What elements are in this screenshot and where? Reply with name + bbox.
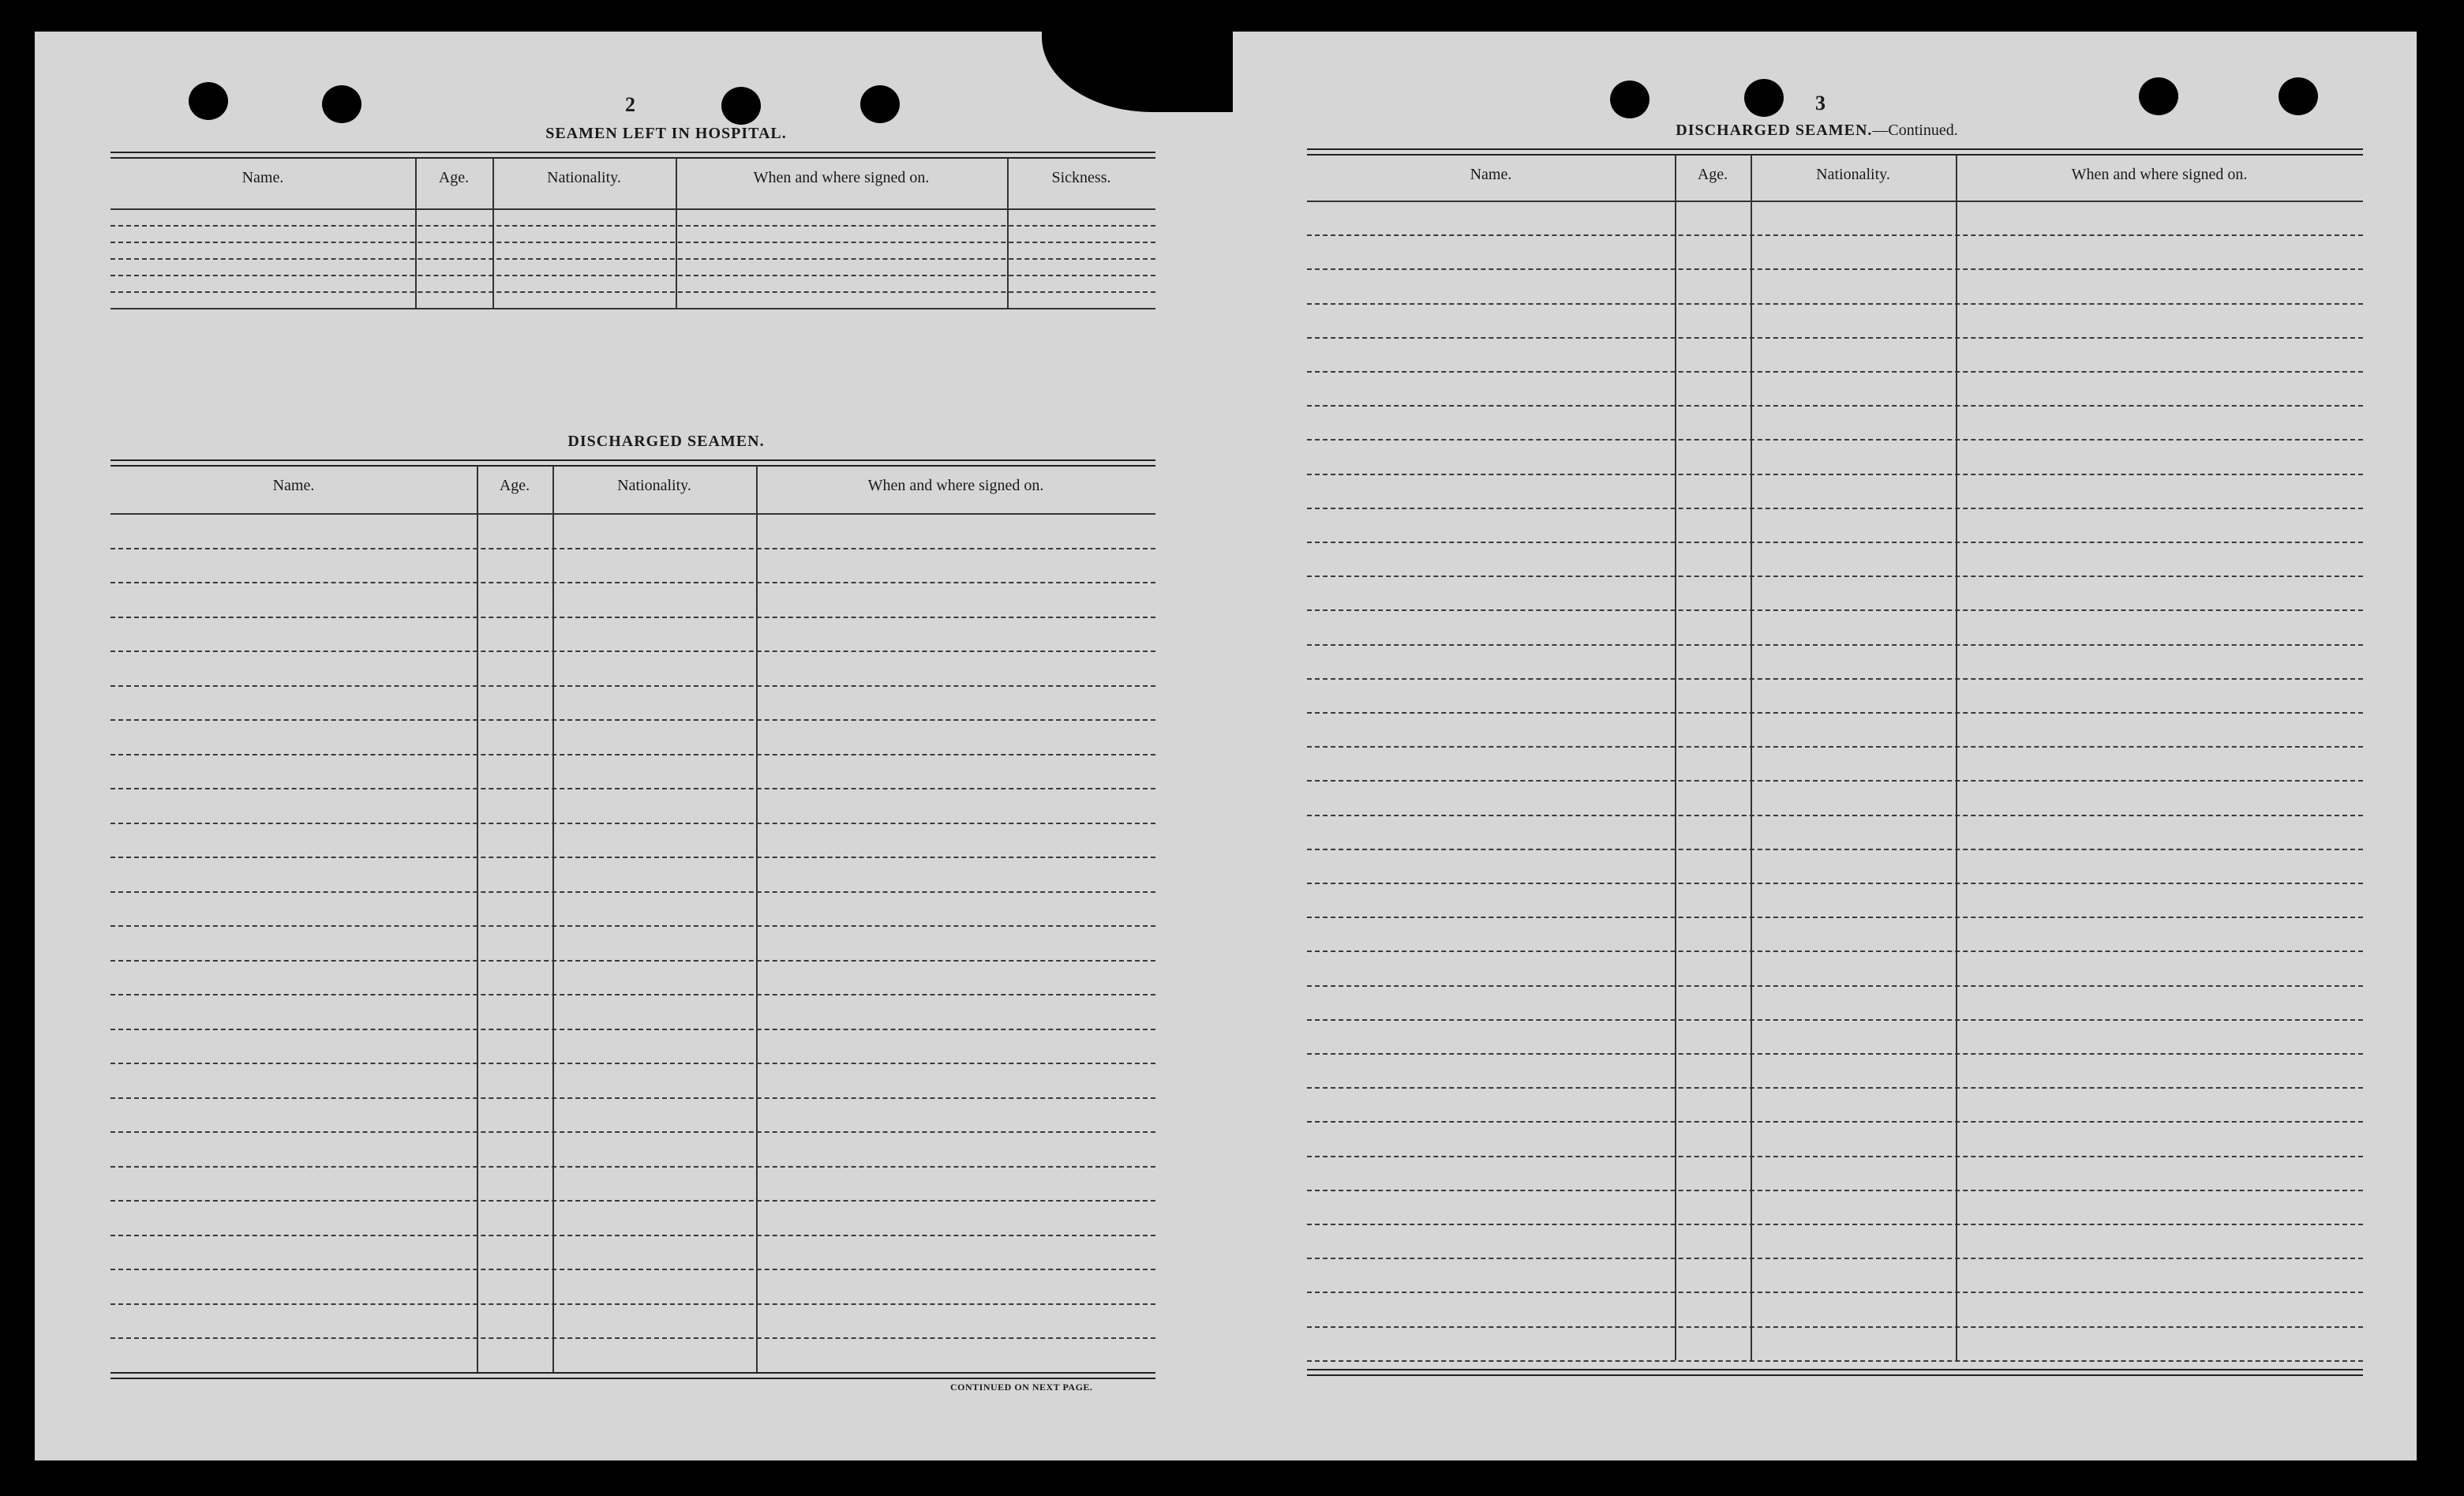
ruled-row (1307, 950, 2363, 952)
table-bottom-rule (110, 1372, 1155, 1379)
ruled-row (1307, 609, 2363, 611)
ruled-row (1307, 1326, 2363, 1328)
column-divider (676, 158, 677, 308)
punch-hole (721, 87, 761, 125)
ruled-row (110, 291, 1155, 293)
ruled-row (110, 582, 1155, 583)
hospital-section-title: SEAMEN LEFT IN HOSPITAL. (545, 125, 787, 142)
ruled-row (110, 1200, 1155, 1202)
punch-hole (322, 85, 361, 123)
ruled-row (110, 925, 1155, 927)
ruled-row (1307, 1360, 2363, 1362)
ruled-row (110, 1029, 1155, 1030)
ruled-row (110, 242, 1155, 243)
ruled-row (110, 1303, 1155, 1305)
ruled-row (110, 823, 1155, 824)
ruled-row (1307, 1156, 2363, 1157)
ruled-row (1307, 234, 2363, 236)
ruled-row (1307, 576, 2363, 577)
column-divider (1007, 158, 1009, 308)
ruled-row (1307, 1258, 2363, 1259)
ruled-row (110, 719, 1155, 721)
ruled-row (1307, 405, 2363, 407)
column-header: Age. (499, 477, 530, 494)
continued-note: CONTINUED ON NEXT PAGE. (950, 1382, 1093, 1393)
ruled-row (1307, 1190, 2363, 1191)
punch-hole (1610, 81, 1650, 118)
title-continued: —Continued. (1872, 122, 1958, 139)
ruled-row (110, 1337, 1155, 1339)
ruled-row (1307, 1053, 2363, 1055)
ruled-row (110, 1166, 1155, 1168)
punch-hole (2279, 77, 2318, 115)
ruled-row (1307, 1121, 2363, 1123)
punch-hole (860, 85, 900, 123)
ruled-row (1307, 474, 2363, 475)
column-divider (1751, 155, 1752, 1360)
ruled-row (1307, 337, 2363, 339)
column-header: Sickness. (1051, 169, 1111, 186)
page-number: 2 (625, 93, 635, 116)
discharged-continued-title (1501, 122, 2133, 140)
column-header: Nationality. (1816, 166, 1890, 183)
table-top-rule (110, 459, 1155, 467)
column-header: When and where signed on. (753, 169, 930, 186)
ruled-row (110, 1063, 1155, 1064)
ruled-row (110, 258, 1155, 260)
ruled-row (110, 788, 1155, 789)
ruled-row (1307, 780, 2363, 782)
ruled-row (110, 857, 1155, 858)
column-header: When and where signed on. (2071, 166, 2248, 183)
ruled-row (110, 225, 1155, 227)
column-header: When and where signed on. (867, 477, 1044, 494)
ruled-row (110, 1235, 1155, 1236)
punch-hole (189, 82, 228, 120)
punch-hole (1744, 79, 1784, 117)
ruled-row (110, 275, 1155, 276)
title-main: DISCHARGED SEAMEN. (1676, 122, 1873, 139)
table-bottom-rule (1307, 1369, 2363, 1376)
ruled-row (110, 617, 1155, 618)
column-divider (552, 466, 554, 1372)
ruled-row (110, 651, 1155, 652)
ruled-row (1307, 815, 2363, 816)
column-divider (756, 466, 758, 1372)
ruled-row (110, 754, 1155, 755)
ruled-row (110, 891, 1155, 893)
ruled-row (1307, 883, 2363, 884)
table-top-rule (1307, 148, 2363, 156)
ruled-row (1307, 849, 2363, 850)
ruled-row (1307, 985, 2363, 987)
ruled-row (1307, 917, 2363, 918)
column-divider (1956, 155, 1957, 1360)
ruled-row (1307, 303, 2363, 305)
ruled-row (1307, 542, 2363, 543)
ruled-row (1307, 1292, 2363, 1293)
page-number: 3 (1815, 92, 1826, 114)
column-divider (492, 158, 494, 308)
right-page (1233, 32, 2417, 1460)
ruled-row (1307, 371, 2363, 373)
column-divider (477, 466, 478, 1372)
column-divider (415, 158, 417, 308)
punch-hole (2139, 77, 2178, 115)
ruled-row (1307, 678, 2363, 680)
column-header: Name. (242, 169, 284, 186)
ruled-row (110, 548, 1155, 549)
column-header: Age. (1697, 166, 1728, 183)
column-header: Nationality. (547, 169, 621, 186)
ruled-row (1307, 1019, 2363, 1021)
ruled-row (110, 1097, 1155, 1099)
column-header: Age. (438, 169, 470, 186)
column-header: Name. (272, 477, 315, 494)
column-header: Name. (1470, 166, 1512, 183)
ruled-row (110, 994, 1155, 995)
column-header: Nationality. (617, 477, 691, 494)
ruled-row (1307, 508, 2363, 509)
discharged-section-title: DISCHARGED SEAMEN. (567, 433, 765, 450)
ruled-row (1307, 712, 2363, 714)
column-divider (1675, 155, 1676, 1360)
ruled-row (1307, 439, 2363, 441)
ruled-row (110, 1131, 1155, 1133)
header-underline (110, 513, 1155, 515)
table-bottom-rule (110, 308, 1155, 309)
ruled-row (1307, 1224, 2363, 1225)
ruled-row (1307, 1087, 2363, 1089)
ruled-row (110, 685, 1155, 687)
ruled-row (1307, 746, 2363, 748)
left-page (35, 32, 1234, 1460)
ruled-row (1307, 644, 2363, 646)
header-underline (1307, 201, 2363, 202)
header-underline (110, 208, 1155, 210)
ruled-row (110, 960, 1155, 962)
table-top-rule (110, 152, 1155, 159)
ruled-row (110, 1269, 1155, 1270)
ruled-row (1307, 268, 2363, 270)
